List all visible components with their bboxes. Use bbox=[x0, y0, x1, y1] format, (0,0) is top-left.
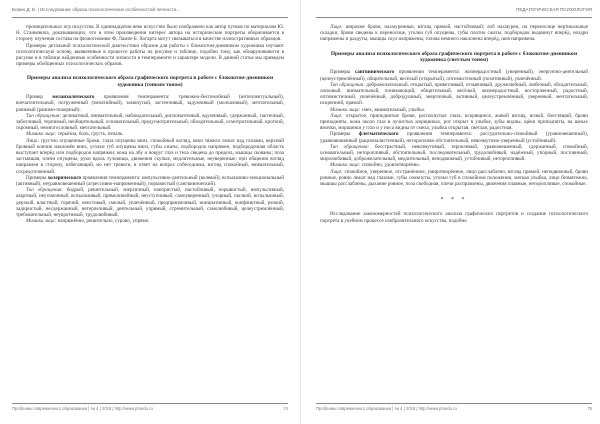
paragraph-label: Мимика лица: bbox=[26, 218, 58, 225]
body-paragraph bbox=[16, 94, 284, 113]
body-paragraph bbox=[320, 24, 588, 43]
paragraph-text: открытое, приподнятые брови, распахнутые глаза, искрящиеся, живой взгляд, ясный, блестящий, брови приподняты, кожа около глаз в лучистых морщинках, рот открыт в улыбке, зубы видны, щёки приподняты, на щеках ямочки, морщинки у глаз и у носа видны от смеха, улыбка открытая, светлая, радостная. bbox=[320, 112, 588, 132]
paragraph-text: серьёзна, боль, грусть, печаль. bbox=[57, 131, 124, 138]
body-paragraph bbox=[16, 43, 284, 68]
paragraph-text: Примеры детальной психологической диагностики образов для работы с блокнотом-дневником художника изучают психологическую основу, выявленные в процессе работы на рисунке и таблице, подобно тому, как обнаруживаются в рисунке и в таблице найденные особенности личности в темпераменте и характере модели. В данной статье мы приведем примеры обобщенных психологических образов. bbox=[16, 42, 284, 68]
paragraph-text: спокойно, удовлетворённо. bbox=[361, 162, 421, 169]
section-heading: Примеры анализа психологического образа графического портрета в работе с блокнотом-дневником художника (тонким тоном) bbox=[26, 75, 274, 88]
body-paragraph bbox=[320, 144, 588, 163]
paragraph-label: Мимика лица: bbox=[26, 131, 58, 138]
paragraph-label: Тип обращения: bbox=[26, 112, 63, 119]
temperament-term: флегматического bbox=[358, 131, 399, 138]
body-paragraph bbox=[16, 138, 284, 175]
footer-journal: Проблемы современного образования | № 4 | 2018 | http://www.pmedu.ru bbox=[12, 406, 153, 411]
paragraph-label: Лицо: bbox=[330, 24, 346, 30]
paragraph-text: широкие брови, нахмуренные, взгляд прямой, настойчивый; лоб нахмурен, на переносице вертикальные складки, брови сведены к переносице, уголки губ опущены, губы плотно сжаты, подбородок выдвинут вперёд, ноздри напряжены и раздуты, мышцы скул напряжены, голова немного наклонена вперёд, шея напряжена. bbox=[320, 24, 588, 43]
paragraph-text: проявления темперамента: жизнерадостный (уверенный), энергично-деятельный (целеустремлённый), общительный, весёлый (открытый), оптимистичный (позитивный), увлечённый. bbox=[320, 69, 588, 82]
page-gutter bbox=[300, 0, 301, 424]
body-paragraph bbox=[16, 24, 284, 43]
paragraph-label: Тип обращения: bbox=[330, 81, 367, 88]
running-head-author-title: Бовин Д. Б. | Исследование образа психологических особенностей личности... bbox=[12, 7, 180, 12]
body-paragraph bbox=[16, 187, 284, 218]
temperament-term: меланхолического bbox=[52, 94, 95, 101]
section-separator: * * * bbox=[440, 197, 468, 204]
paragraph-text: проницательных игр искусства. В одиннадцатом веке искусство было изображено как автор пучков по материалам Ю. Н. Станкевича, доказывающих, что в этом произведении интерес автора на исторические портреты оборачивается в сторону изучения состава на физиогномике Ф. Лампе Б. Хогарта могут связываться в качестве иллюстративных образцов. bbox=[16, 24, 284, 43]
paragraph-lead: Пример bbox=[26, 94, 53, 101]
paragraph-label: Лицо: bbox=[330, 112, 346, 119]
paragraph-label: Мимика лица: bbox=[330, 106, 362, 113]
footer-journal: Проблемы современного образования | № 4 | 2018 | http://www.pmedu.ru bbox=[316, 406, 457, 411]
paragraph-text: Исследование закономерностей психологического анализа графических портретов и создание психологического портрета в учебном процессе изобразительного искусства, подобно bbox=[320, 211, 588, 224]
paragraph-label: Тип обращения: bbox=[330, 143, 376, 150]
body-paragraph bbox=[16, 175, 284, 187]
body-paragraph bbox=[320, 169, 588, 188]
left-page bbox=[2, 0, 296, 424]
paragraph-text: деликатный, внимательный, наблюдательный, дипломатичный, вдумчивый, сдержанный, тактичный, заботливый, терпимый, необщительный, основательный, предусмотрительный, обходительный, осмотрительный, кроткий, скромный, немногословный, мечтательный. bbox=[16, 112, 285, 132]
paragraph-text: Лицо: грустно опущенные брови, глаза опущены вниз, спокойный взгляд, веки тяжело лежат над глазами, верхний бровный кончик наклонён вниз, уголки губ опущены вниз, губы сжаты, подбородок напряжен, подбородочная область выступает вперёд или подбородок напряжен; кожа на лбу и вокруг глаз и тела сведена до предела, мышцы скованы; поза застывшая, плечи опущены, руки вдоль туловища, движения скупые, медлительные, неуверенные; при общении взгляд направлен в сторону, избегающий, но нет тревоги, в ответ на вопрос собеседника, взгляд спокойный, внимательный, сосредоточенный. bbox=[16, 137, 284, 175]
page-footer bbox=[12, 403, 288, 412]
body-paragraph bbox=[320, 113, 588, 132]
page-number: 74 bbox=[283, 406, 288, 411]
section-heading: Примеры анализа психологического образа графического портрета в работе с блокнотом-дневником художника (светлым тоном) bbox=[330, 50, 578, 64]
paragraph-lead: Примеры bbox=[330, 69, 355, 76]
paragraph-text: бодрый, решительный, энергичный, напористый, настойчивый, порывистый, импульсивный, азартный, неугомонный, вспыльчивый, прямолинейный, неуступчивый, самоуверенный, упорный, пылкий, вспыльчивый, дерзкий, властный, горячий, неистовый, смелый, увлечённый, предприимчивый, инициативный, конфликтный, резкий, задиристый, несдержанный, нетерпеливый, деятельный, упрямый, стремительный, самолюбивый, целеустремлённый, требовательный, неукротимый, трудолюбивый. bbox=[16, 187, 285, 219]
paragraph-lead: Примеры bbox=[26, 174, 48, 181]
paragraph-text: бесстрастный, невозмутимый, терпеливый, уравновешенный, сдержанный, спокойный, основательный, неторопливый, обстоятельный, последовательный, трудолюбивый, надёжный, упорный, постоянный, миролюбивый, доброжелательный, медлительный, неподвижный, устойчивый, неторопливый. bbox=[320, 143, 589, 163]
paragraph-text: проявления темперамента: рассудительно-спокойный (уравновешенный), уравновешенный (рационалистичный), неторопливо-обстоятельный, невозмутимо-уверенный (устойчивый). bbox=[320, 131, 588, 144]
right-page bbox=[306, 0, 600, 424]
paragraph-text: проявления темперамента: импульсивно-деятельный (волевой), вспыльчиво-эмоциональный (активный), неуравновешенный (агрессивно-напряженный), порывистый (сангвинический). bbox=[16, 174, 284, 188]
running-head bbox=[316, 7, 592, 18]
running-head-section: ПЕДАГОГИЧЕСКАЯ ПСИХОЛОГИЯ bbox=[516, 7, 592, 12]
paragraph-text: напряжённо, решительно, сурово, упрямо. bbox=[57, 218, 150, 225]
paragraph-label: Мимика лица: bbox=[330, 162, 362, 169]
body-paragraph bbox=[320, 82, 588, 107]
paragraph-text: спокойное, уверенное, отстранённое, умиротворённое, лицо расслаблено, взгляд прямой, неподвижный, брови ровные, ровно лежат над глазами, губы сомкнуты, уголки губ в спокойном положении, мягкая улыбка, лицо безмятежно, мышцы расслаблены, дыхание ровное, поза свободная, плечи расправлены, движения плавные, неторопливые, спокойные. bbox=[320, 168, 589, 188]
running-head bbox=[12, 7, 288, 18]
paragraph-lead: Примеры bbox=[330, 131, 359, 138]
left-page-body bbox=[16, 24, 284, 225]
temperament-term: сангвинического bbox=[354, 69, 395, 76]
body-paragraph bbox=[320, 131, 588, 143]
page-number: 75 bbox=[587, 406, 592, 411]
body-paragraph bbox=[16, 113, 284, 132]
paragraph-label: Лицо: bbox=[330, 168, 345, 175]
right-page-body bbox=[320, 24, 588, 224]
paragraph-label: Тип обращения: bbox=[26, 187, 67, 194]
body-paragraph bbox=[320, 69, 588, 81]
body-paragraph bbox=[16, 218, 284, 224]
paragraph-text: смех, внимательный, улыбка. bbox=[361, 106, 426, 113]
page-footer bbox=[316, 403, 592, 412]
paragraph-text: проявления темперамента: тревожно-беспокойный (интеллектуальный), впечатлительный, погруженный (эмпатийный), замкнутый, застенчивый, задумчивый (молчаливый), мечтательный, ранимый (ранимо-покорный). bbox=[16, 94, 284, 113]
body-paragraph bbox=[320, 211, 588, 223]
temperament-term: холерического bbox=[47, 174, 82, 181]
paragraph-text: доброжелательный, открытый, приветливый, отзывчивый, дружелюбный, любезный, обходительный, ласковый, внимательный, понимающий, общительный, весёлый, жизнерадостный, восторженный, радостный, оптимистичный, увлечённый, добродушный, энергичный, активный, целеустремлённый, уверенный, мечтательный, искренний, прямой. bbox=[320, 81, 588, 107]
